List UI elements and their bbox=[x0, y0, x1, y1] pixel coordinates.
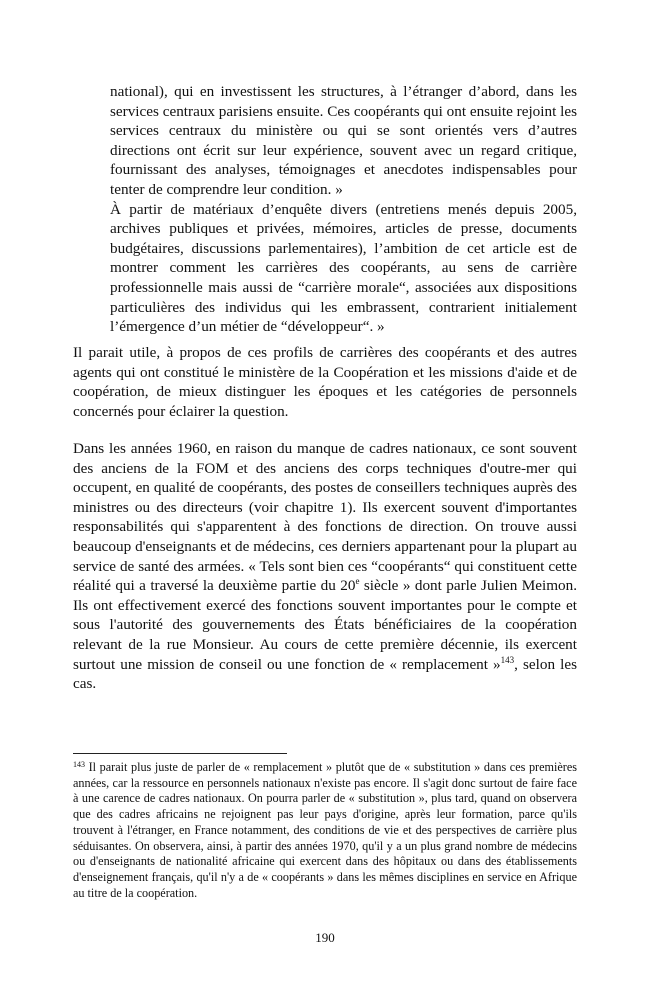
block-quote bbox=[110, 82, 577, 337]
paragraph-text: Il parait utile, à propos de ces profils de carrières des coopérants et des autres agents qui ont constitué le ministère de la Coopération et les missions d'aide et de coopération, de mieux distinguer les époques et les catégories de personnels concernés pour éclairer la question. bbox=[73, 344, 577, 420]
body-paragraph bbox=[73, 439, 577, 694]
century-superscript: e bbox=[355, 576, 360, 587]
page-number: 190 bbox=[315, 930, 335, 945]
footnote-body: Il parait plus juste de parler de « remplacement » plutôt que de « substitution » dans ces premières années, car la ressource en personnels nationaux n'existe pas encore. Il s'agit donc surtout de faire face à une carence de cadres nationaux. On pourra parler de « substitution », plus tard, quand on observera que des cadres africains ne rejoignent pas leur pays d'origine, après leur formation, parce qu'ils trouvent à l'étranger, en France notamment, des conditions de vie et des perspectives de carrière plus séduisantes. On observera, ainsi, à partir des années 1970, qu'il y a un plus grand nombre de médecins ou d'enseignants de nationalité africaine qui exercent dans des hôpitaux ou dans des établissements d'enseignement français, qu'il n'y a de « coopérants » dans les mêmes disciplines en service en Afrique au titre de la coopération. bbox=[73, 760, 577, 900]
body-paragraph bbox=[73, 343, 577, 421]
paragraph-text-part: , selon les cas. bbox=[73, 655, 578, 693]
paragraph-text bbox=[73, 439, 577, 694]
footnote-number: 143 bbox=[73, 760, 85, 769]
quote-paragraph: À partir de matériaux d’enquête divers (entretiens menés depuis 2005, archives publiques et privées, mémoires, articles de presse, documents budgétaires, discussions parlementaires), l’ambition de cet article est de montrer comment les carrières des coopérants, au sens de carrière professionnelle mais aussi de “carrière morale“, associées aux dispositions particulières des individus qui les embrassent, contrarient initialement l’émergence d’un métier de “développeur“. » bbox=[110, 200, 577, 336]
paragraph-text-part: siècle » dont parle Julien Meimon. Ils ont effectivement exercé des fonctions souvent importantes pour le compte et sous l'autorité des gouvernements des États bénéficiaires de la coopération relevant de la rue Monsieur. Au cours de cette première décennie, ils exercent surtout une mission de conseil ou une fonction de « remplacement » bbox=[73, 577, 578, 673]
footnote bbox=[73, 760, 577, 901]
footnote-text bbox=[73, 760, 577, 901]
footnote-reference[interactable]: 143 bbox=[500, 654, 515, 665]
quote-paragraph: national), qui en investissent les structures, à l’étranger d’abord, dans les services centraux parisiens ensuite. Ces coopérants qui ont ensuite rejoint les services centraux du ministère ou qui se sont orientés vers d’autres directions ont écrit sur leur expérience, souvent avec un regard critique, fournissant des analyses, témoignages et anecdotes indispensables pour tenter de comprendre leur condition. » bbox=[110, 83, 577, 198]
paragraph-text-part: Dans les années 1960, en raison du manque de cadres nationaux, ce sont souvent des anciens de la FOM et des anciens des corps techniques d'outre-mer qui occupent, en qualité de coopérants, des postes de conseillers techniques auprès des ministres ou des directeurs (voir chapitre 1). Ils exercent souvent d'importantes responsabilités qui s'apparentent à des fonctions de direction. On trouve aussi beaucoup d'enseignants et de médecins, ces derniers appartenant pour la plupart au service de santé des armées. « Tels sont bien ces “coopérants“ qui constituent cette réalité qui a traversé la deuxième partie du 20 bbox=[73, 440, 577, 595]
footnote-separator bbox=[73, 753, 287, 754]
